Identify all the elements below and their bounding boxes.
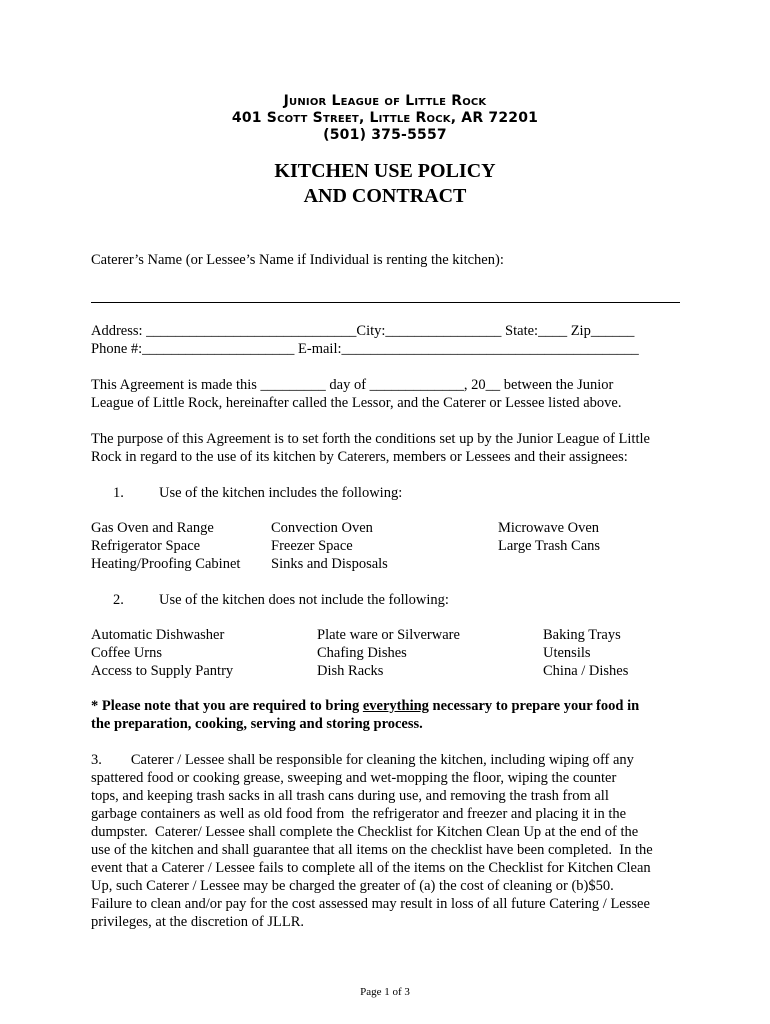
section2-number: 2. <box>113 592 124 608</box>
section1-column-2 <box>271 519 388 573</box>
note-emphasis: everything <box>362 698 429 714</box>
section1-column-1 <box>91 519 240 573</box>
agreement-line2: League of Little Rock, hereinafter called the Lessor, and the Caterer or Lessee listed above. <box>91 395 622 411</box>
section2-column-3 <box>543 626 628 680</box>
list-item: Freezer Space <box>271 538 353 554</box>
section2-column-2 <box>317 626 460 680</box>
org-name: Junior League of Little Rock <box>283 93 487 109</box>
note-line2: the preparation, cooking, serving and storing process. <box>91 716 423 732</box>
list-item: Coffee Urns <box>91 645 163 661</box>
purpose-line1: The purpose of this Agreement is to set forth the conditions set up by the Junior League of Little <box>91 431 650 447</box>
agreement-line1: This Agreement is made this _________ day of _____________, 20__ between the Junior <box>91 377 614 393</box>
caterer-name-line <box>91 302 680 303</box>
list-item: Gas Oven and Range <box>91 520 214 536</box>
list-item: China / Dishes <box>543 663 629 679</box>
caterer-name-label: Caterer’s Name (or Lessee’s Name if Individual is renting the kitchen): <box>91 252 504 268</box>
section3-line: Failure to clean and/or pay for the cost assessed may result in loss of all future Catering / Lessee <box>91 896 650 912</box>
section3-line: tops, and keeping trash sacks in all trash cans during use, and removing the trash from all <box>91 788 609 804</box>
section1-column-3 <box>498 519 600 555</box>
address-fields: Address: _____________________________City:________________ State:____ Zip______ <box>91 323 635 339</box>
section3-line: use of the kitchen and shall guarantee that all items on the checklist have been completed. In the <box>91 842 653 858</box>
list-item: Sinks and Disposals <box>271 556 388 572</box>
list-item: Convection Oven <box>271 520 373 536</box>
page-number: Page 1 of 3 <box>360 986 410 998</box>
org-address: 401 Scott Street, Little Rock, AR 72201 <box>231 110 539 126</box>
section1-number: 1. <box>113 485 124 501</box>
document-title-line1: KITCHEN USE POLICY <box>274 160 496 182</box>
section3-line: event that a Caterer / Lessee fails to complete all of the items on the Checklist for Kitchen Clean <box>91 860 651 876</box>
purpose-line2: Rock in regard to the use of its kitchen by Caterers, members or Lessees and their assignees: <box>91 449 628 465</box>
list-item: Heating/Proofing Cabinet <box>91 556 241 572</box>
list-item: Refrigerator Space <box>91 538 201 554</box>
section2-heading: Use of the kitchen does not include the following: <box>159 592 449 608</box>
phone-email-fields: Phone #:_____________________ E-mail:_________________________________________ <box>91 341 639 357</box>
section2-column-1 <box>91 626 233 680</box>
list-item: Plate ware or Silverware <box>317 627 460 643</box>
list-item: Access to Supply Pantry <box>91 663 234 679</box>
section3-line: spattered food or cooking grease, sweeping and wet-mopping the floor, wiping the counter <box>91 770 617 786</box>
list-item: Baking Trays <box>543 627 621 643</box>
section1-heading: Use of the kitchen includes the following: <box>159 485 403 501</box>
section3-line: 3. Caterer / Lessee shall be responsible for cleaning the kitchen, including wiping off any <box>91 752 634 768</box>
list-item: Utensils <box>543 645 591 661</box>
org-phone: (501) 375-5557 <box>323 127 447 143</box>
document-title-line2: AND CONTRACT <box>303 185 467 207</box>
section3-line: Up, such Caterer / Lessee may be charged the greater of (a) the cost of cleaning or (b)$50. <box>91 878 614 894</box>
list-item: Large Trash Cans <box>498 538 601 554</box>
list-item: Microwave Oven <box>498 520 600 536</box>
section3-line: dumpster. Caterer/ Lessee shall complete the Checklist for Kitchen Clean Up at the end of the <box>91 824 639 840</box>
list-item: Chafing Dishes <box>317 645 407 661</box>
note-line1 <box>91 698 639 715</box>
section3-line: privileges, at the discretion of JLLR. <box>91 914 305 930</box>
list-item: Automatic Dishwasher <box>91 627 225 643</box>
section3-line: garbage containers as well as old food from the refrigerator and freezer and placing it in the <box>91 806 627 822</box>
note-text-end: necessary to prepare your food in <box>428 698 640 714</box>
note-text-start: * Please note that you are required to bring <box>91 698 363 714</box>
list-item: Dish Racks <box>317 663 384 679</box>
